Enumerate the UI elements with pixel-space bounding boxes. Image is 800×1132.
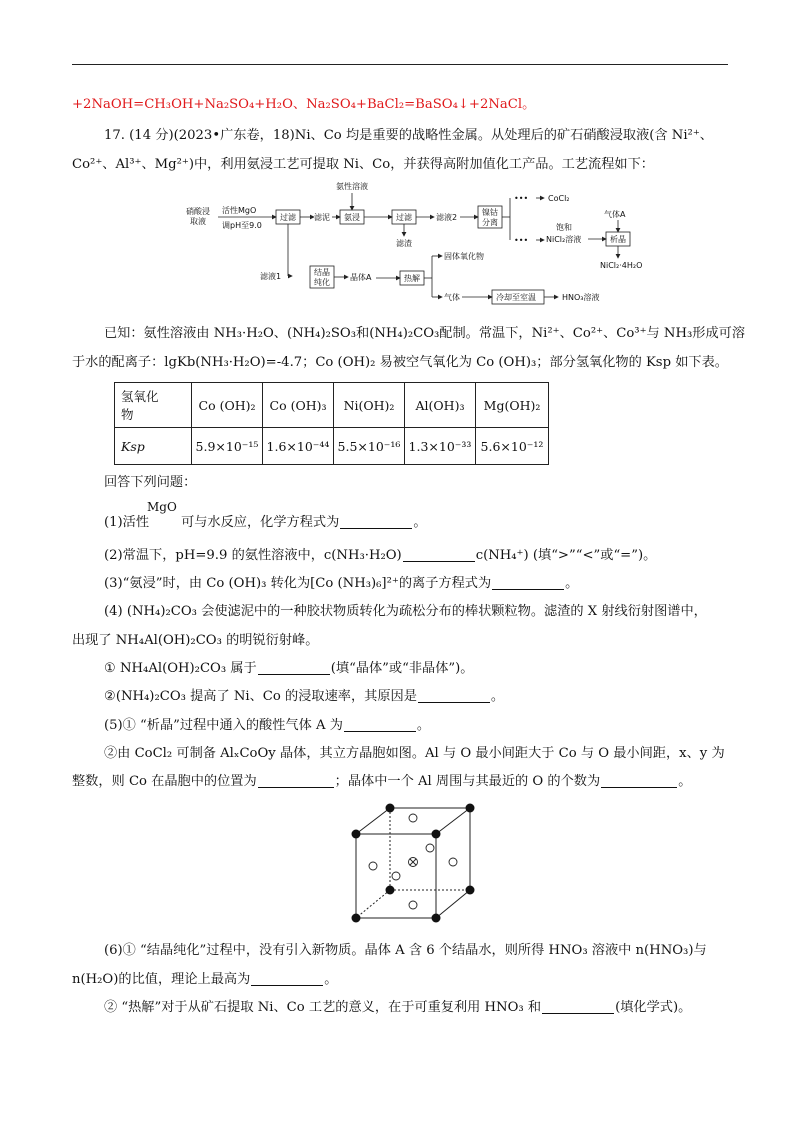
q6-1-text-c: 。: [324, 972, 338, 987]
ksp-table: [114, 382, 549, 465]
flow-filter2: 过滤: [396, 213, 412, 222]
table-ksp-label: Ksp: [115, 428, 192, 465]
flow-purify: 结晶: [314, 268, 330, 277]
q1-text-a: (1)活性: [104, 515, 150, 530]
problem-header-2: Co²⁺、Al³⁺、Mg²⁺)中，利用氨浸工艺可提取 Ni、Co，并获得高附加值化工产品。工艺流程如下：: [72, 157, 654, 172]
flow-thermal: 热解: [404, 274, 420, 283]
question-3: [104, 575, 578, 593]
flow-extract-2: 分离: [482, 218, 498, 227]
corner-atom: [432, 914, 441, 923]
question-6-1-cont: [72, 971, 337, 989]
q4-2-text-a: ②(NH₄)₂CO₃ 提高了 Ni、Co 的浸取速率，其原因是: [104, 689, 417, 704]
q4-1-text-a: ① NH₄Al(OH)₂CO₃ 属于: [104, 661, 257, 676]
q3-answer-blank[interactable]: [492, 575, 564, 590]
q5-2-count-blank[interactable]: [601, 773, 677, 788]
flow-slag: 滤渣: [396, 239, 412, 248]
q3-text-b: 。: [565, 576, 579, 591]
face-atom-back: [426, 844, 434, 852]
flow-nicl2-solution: NiCl₂溶液: [546, 235, 582, 244]
question-6-2: [104, 999, 691, 1017]
corner-atom: [352, 914, 361, 923]
table-cell: 5.5×10⁻¹⁶: [334, 428, 405, 465]
question-5-2: ②由 CoCl₂ 可制备 AlₓCoOy 晶体，其立方晶胞如图。Al 与 O 最小间距大于 Co 与 O 最小间距，x、y 为: [104, 746, 725, 761]
q5-1-text-b: 。: [416, 718, 431, 733]
answer-period: 。: [522, 97, 536, 112]
flow-gas: 气体: [444, 293, 460, 302]
q5-1-text-a: (5)① “析晶”过程中通入的酸性气体 A 为: [104, 718, 343, 733]
q4-2-answer-blank[interactable]: [418, 688, 490, 703]
corner-atom: [432, 830, 441, 839]
table-col-header: Mg(OH)₂: [476, 383, 549, 428]
table-col-header: Ni(OH)₂: [334, 383, 405, 428]
unit-cell-diagram: [340, 800, 480, 940]
table-col-header: Co (OH)₃: [263, 383, 334, 428]
table-header-text-2: 物: [121, 407, 134, 422]
table-cell: 5.9×10⁻¹⁵: [192, 428, 263, 465]
q5-2-position-blank[interactable]: [258, 773, 334, 788]
question-5-2-cont: [72, 773, 691, 791]
table-col-header: Co (OH)₂: [192, 383, 263, 428]
questions-intro: 回答下列问题：: [104, 475, 197, 490]
table-row: [115, 428, 549, 465]
face-atom-bottom: [409, 901, 417, 909]
answer-separator: 、: [292, 97, 307, 112]
flow-mgo: 活性MgO: [222, 206, 257, 215]
question-4-cont: 出现了 NH₄Al(OH)₂CO₃ 的明锐衍射峰。: [72, 633, 319, 648]
q6-2-text-b: (填化学式)。: [615, 1000, 692, 1015]
table-header-text: 氢氧化: [121, 389, 159, 404]
flow-ammonia-solution: 氨性溶液: [336, 182, 368, 191]
flow-saturated: 饱和: [556, 223, 572, 232]
q3-text-a: (3)“氨浸”时，由 Co (OH)₃ 转化为[Co (NH₃)₆]²⁺的离子方程式为: [104, 576, 492, 591]
face-atom-left: [369, 862, 377, 870]
q2-answer-blank[interactable]: [403, 547, 475, 562]
header-rule: [72, 64, 728, 65]
flow-hno3: HNO₃溶液: [562, 293, 600, 302]
q1-answer-blank[interactable]: [340, 514, 412, 529]
corner-atom: [466, 804, 475, 813]
question-5-1: [104, 717, 430, 735]
process-flowchart: [180, 180, 700, 310]
flow-dots-2: •••: [514, 236, 529, 245]
face-atom-right: [449, 858, 457, 866]
q5-2-text-c: ；晶体中一个 Al 周围与其最近的 O 的个数为: [334, 774, 601, 789]
flow-dots-1: •••: [514, 194, 529, 203]
q4-1-text-b: (填“晶体”或“非晶体”)。: [330, 661, 474, 676]
flow-gas-a: 气体A: [604, 210, 626, 219]
table-cell: 5.6×10⁻¹²: [476, 428, 549, 465]
question-4: (4) (NH₄)₂CO₃ 会使滤泥中的一种胶状物质转化为疏松分布的棒状颗粒物。滤渣的 X 射线衍射图谱中，: [104, 604, 707, 619]
q5-1-answer-blank[interactable]: [344, 717, 416, 732]
flow-nicl2-hydrate: NiCl₂·4H₂O: [600, 261, 643, 270]
q6-2-text-a: ② “热解”对于从矿石提取 Ni、Co 工艺的意义，在于可重复利用 HNO₃ 和: [104, 1000, 542, 1015]
flow-ammonia-leach: 氨浸: [344, 213, 360, 222]
flow-crystalize: 析晶: [610, 235, 626, 244]
known-line-1: 已知：氨性溶液由 NH₃·H₂O、(NH₄)₂SO₃和(NH₄)₂CO₃配制。常温下，Ni²⁺、Co²⁺、Co³⁺与 NH₃形成可溶: [104, 326, 746, 341]
flow-purify-2: 纯化: [314, 278, 330, 287]
question-6-1: (6)① “结晶纯化”过程中，没有引入新物质。晶体 A 含 6 个结晶水，则所得 HNO₃ 溶液中 n(HNO₃)与: [104, 943, 707, 958]
question-4-2: [104, 688, 504, 706]
q5-2-text-d: 。: [678, 774, 692, 789]
previous-answer: [72, 96, 535, 114]
cube-hidden-edge: [356, 890, 390, 918]
known-line-2: 于水的配离子：lgKb(NH₃·H₂O)=-4.7；Co (OH)₂ 易被空气氧化为 Co (OH)₃；部分氢氧化物的 Ksp 如下表。: [72, 355, 728, 370]
corner-atom: [386, 886, 395, 895]
table-col-header: Al(OH)₃: [405, 383, 476, 428]
q5-2-text-b: 整数，则 Co 在晶胞中的位置为: [72, 774, 257, 789]
q6-1-answer-blank[interactable]: [251, 971, 323, 986]
q4-1-answer-blank[interactable]: [258, 660, 330, 675]
flow-filter1: 过滤: [280, 213, 296, 222]
face-atom-front: [392, 872, 400, 880]
corner-atom: [352, 830, 361, 839]
q1-mgo-label: MgO: [147, 500, 177, 514]
flow-leach-2: 取液: [190, 217, 206, 226]
answer-equation-2: Na₂SO₄+BaCl₂=BaSO₄↓+2NaCl: [306, 97, 523, 112]
face-atom-top: [409, 814, 417, 822]
q1-text-b: 可与水反应，化学方程式为: [181, 515, 340, 530]
flow-cool: 冷却至室温: [496, 293, 536, 302]
q2-text-a: (2)常温下，pH=9.9 的氨性溶液中，c(NH₃·H₂O): [104, 548, 402, 563]
flow-filtrate2: 滤液2: [436, 213, 458, 222]
flow-extract: 镍钴: [482, 208, 498, 217]
flow-filtrate1: 滤液1: [260, 272, 282, 281]
cube-edge: [436, 808, 470, 834]
corner-atom: [386, 804, 395, 813]
q4-2-text-b: 。: [490, 689, 505, 704]
flow-crystal-a: 晶体A: [350, 273, 372, 282]
question-2: [104, 547, 656, 565]
q6-1-text-b: n(H₂O)的比值，理论上最高为: [72, 972, 251, 987]
flow-cocl2: CoCl₂: [548, 194, 570, 203]
table-cell: 1.3×10⁻³³: [405, 428, 476, 465]
table-header-label: [115, 383, 192, 428]
flow-solid-oxide: 固体氧化物: [444, 252, 484, 261]
flow-ph: 调pH至9.0: [222, 221, 262, 230]
table-cell: 1.6×10⁻⁴⁴: [263, 428, 334, 465]
q1-text-c: 。: [413, 515, 427, 530]
flow-leach: 硝酸浸: [186, 207, 210, 216]
answer-equation-1: +2NaOH=CH₃OH+Na₂SO₄+H₂O: [72, 97, 293, 112]
q2-text-b: c(NH₄⁺) (填“>”“<”或“=”)。: [475, 548, 657, 563]
table-row: [115, 383, 549, 428]
corner-atom: [466, 886, 475, 895]
question-4-1: [104, 660, 474, 678]
problem-header: 17. (14 分)(2023•广东卷，18)Ni、Co 均是重要的战略性金属。从处理后的矿石硝酸浸取液(含 Ni²⁺、: [104, 128, 713, 143]
q6-2-answer-blank[interactable]: [542, 999, 614, 1014]
flow-residue: 滤泥: [314, 213, 330, 222]
question-1: [104, 514, 427, 532]
